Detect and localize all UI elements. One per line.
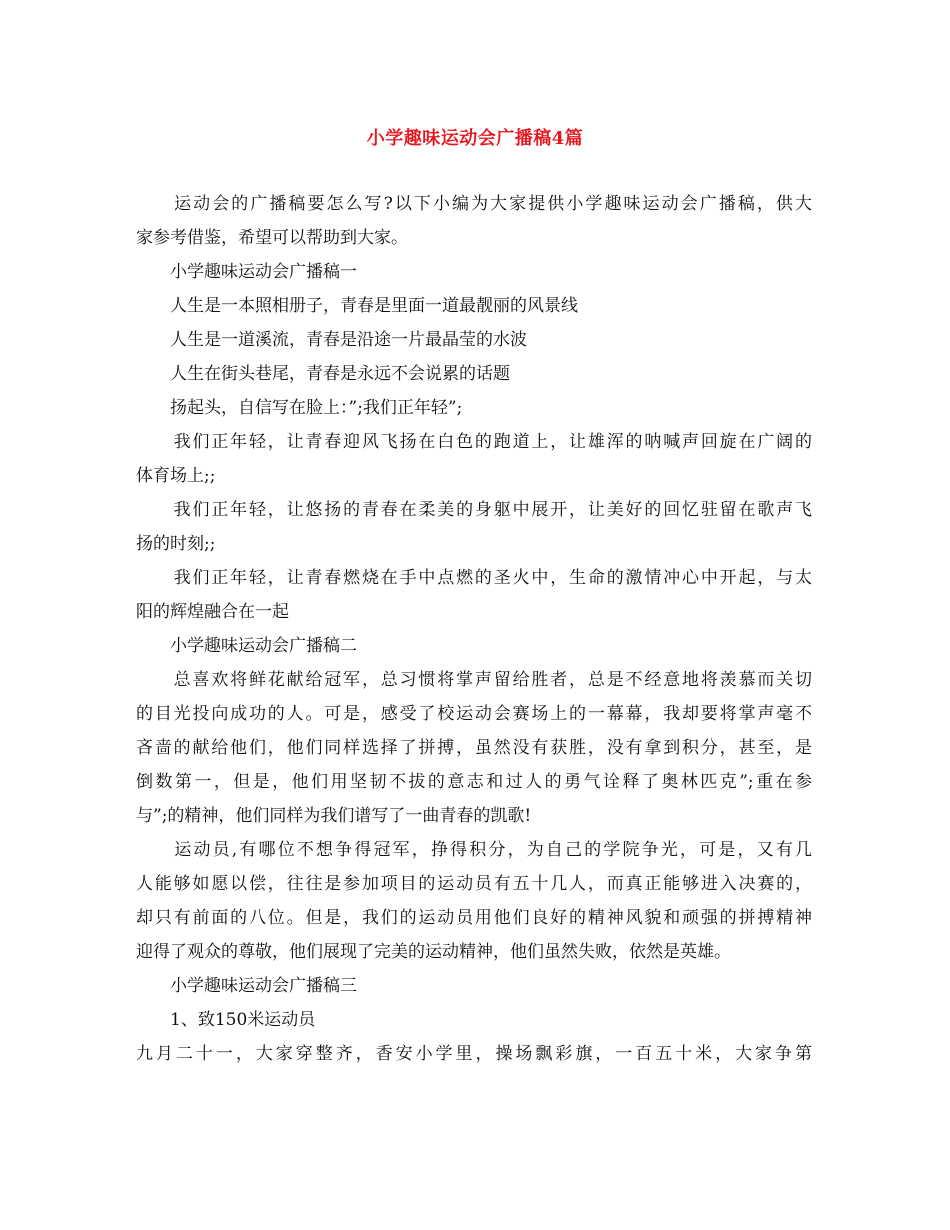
- paragraph-line: 倒数第一，但是，他们用坚韧不拔的意志和过人的勇气诠释了奥林匹克”;重在参: [136, 772, 812, 792]
- paragraph-line: 人生是一道溪流，青春是沿途一片最晶莹的水波: [136, 330, 527, 350]
- paragraph-line: 运动员,有哪位不想争得冠军，挣得积分，为自己的学院争光，可是，又有几: [136, 840, 812, 860]
- paragraph-line: 家参考借鉴，希望可以帮助到大家。: [136, 228, 408, 248]
- paragraph-line: 总喜欢将鲜花献给冠军，总习惯将掌声留给胜者，总是不经意地将羡慕而关切: [136, 670, 812, 690]
- section-heading: 小学趣味运动会广播稿三: [136, 976, 357, 996]
- paragraph-line: 我们正年轻，让青春迎风飞扬在白色的跑道上，让雄浑的呐喊声回旋在广阔的: [136, 432, 812, 452]
- paragraph-line: 人能够如愿以偿，往往是参加项目的运动员有五十几人，而真正能够进入决赛的，: [136, 874, 812, 894]
- paragraph-line: 却只有前面的八位。但是，我们的运动员用他们良好的精神风貌和顽强的拼搏精神: [136, 908, 812, 928]
- paragraph-line: 迎得了观众的尊敬，他们展现了完美的运动精神，他们虽然失败，依然是英雄。: [136, 942, 731, 962]
- paragraph-line: 扬的时刻;;: [136, 534, 216, 554]
- paragraph-line: 人生在街头巷尾，青春是永远不会说累的话题: [136, 364, 510, 384]
- paragraph-line: 运动会的广播稿要怎么写?以下小编为大家提供小学趣味运动会广播稿，供大: [136, 194, 812, 214]
- paragraph-line: 九月二十一，大家穿整齐，香安小学里，操场飘彩旗，一百五十米，大家争第: [136, 1044, 812, 1064]
- paragraph-line: 扬起头，自信写在脸上：”;我们正年轻”;: [136, 398, 463, 418]
- paragraph-line: 我们正年轻，让悠扬的青春在柔美的身躯中展开，让美好的回忆驻留在歌声飞: [136, 500, 812, 520]
- paragraph-line: 体育场上;;: [136, 466, 216, 486]
- section-heading: 小学趣味运动会广播稿二: [136, 636, 357, 656]
- document-title: 小学趣味运动会广播稿4篇: [366, 128, 584, 149]
- paragraph-line: 与”;的精神，他们同样为我们谱写了一曲青春的凯歌!: [136, 806, 532, 826]
- subsection-heading: 1、致150米运动员: [136, 1010, 316, 1030]
- paragraph-line: 人生是一本照相册子，青春是里面一道最靓丽的风景线: [136, 296, 578, 316]
- paragraph-line: 我们正年轻，让青春燃烧在手中点燃的圣火中，生命的激情冲心中开起，与太: [136, 568, 812, 588]
- paragraph-line: 的目光投向成功的人。可是，感受了校运动会赛场上的一幕幕，我却要将掌声毫不: [136, 704, 812, 724]
- section-heading: 小学趣味运动会广播稿一: [136, 262, 357, 282]
- paragraph-line: 阳的辉煌融合在一起: [136, 602, 289, 622]
- paragraph-line: 吝啬的献给他们，他们同样选择了拼搏，虽然没有获胜，没有拿到积分，甚至，是: [136, 738, 812, 758]
